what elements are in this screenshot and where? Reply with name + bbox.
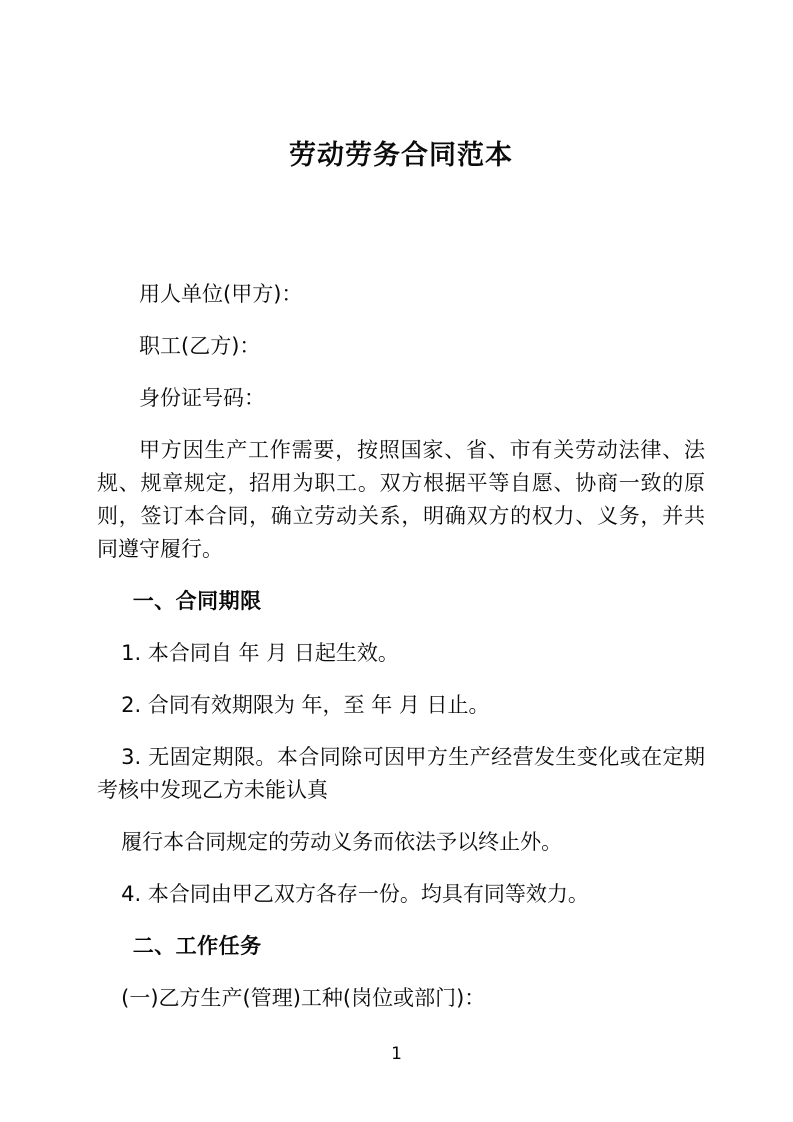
section-1-clause-3-continuation: 履行本合同规定的劳动义务而依法予以终止外。	[121, 830, 563, 854]
section-2-clause-1: (一)乙方生产(管理)工种(岗位或部门)：	[121, 986, 486, 1010]
page-number: 1	[391, 1044, 402, 1064]
document-title: 劳动劳务合同范本	[289, 140, 513, 171]
section-2-heading: 二、工作任务	[132, 934, 262, 958]
field-employee-party-b: 职工(乙方)：	[139, 334, 261, 358]
field-employer-party-a: 用人单位(甲方)：	[139, 282, 303, 306]
field-id-number: 身份证号码：	[139, 386, 265, 410]
preamble-paragraph: 甲方因生产工作需要，按照国家、省、市有关劳动法律、法规、规章规定，招用为职工。双方根据平等自愿、协商一致的原则，签订本合同，确立劳动关系，明确双方的权力、义务，并共同遵守履行。	[97, 438, 705, 561]
section-1-clause-4: 4. 本合同由甲乙双方各存一份。均具有同等效力。	[121, 882, 589, 906]
section-1-clause-1: 1. 本合同自 年 月 日起生效。	[121, 641, 399, 665]
section-1-clause-2: 2. 合同有效期限为 年，至 年 月 日止。	[121, 693, 490, 717]
section-1-clause-3: 3. 无固定期限。本合同除可因甲方生产经营发生变化或在定期考核中发现乙方未能认真	[97, 745, 705, 802]
section-1-heading: 一、合同期限	[132, 589, 262, 613]
